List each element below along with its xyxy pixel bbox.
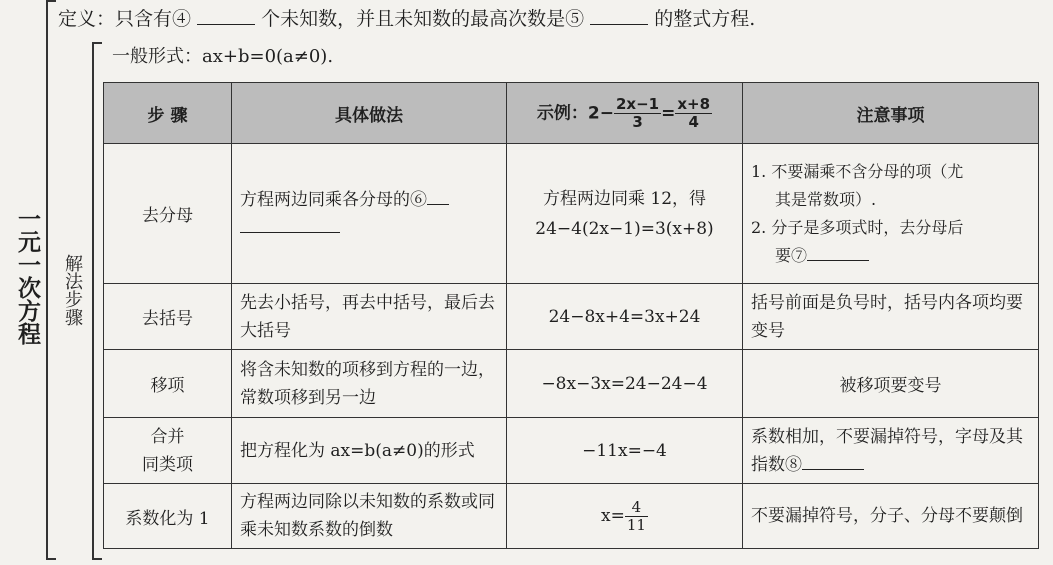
method-cell: 先去小括号，再去中括号，最后去大括号 — [232, 284, 507, 350]
steps-title — [58, 254, 86, 335]
note-text-with-blank — [751, 242, 1030, 270]
definition-prefix: 定义：只含有④ — [58, 8, 192, 30]
notes-cell — [743, 144, 1039, 284]
step-cell: 移项 — [104, 350, 232, 418]
numerator: 4 — [625, 499, 648, 517]
definition-suffix: 的整式方程. — [654, 8, 756, 30]
table-row — [104, 284, 1039, 350]
blank-4[interactable] — [197, 8, 255, 25]
note-text: 其是常数项）. — [775, 189, 877, 209]
example-cell — [507, 144, 743, 284]
step-text: 合并 — [150, 426, 185, 447]
table-header-row — [104, 83, 1039, 144]
denominator: 11 — [626, 515, 646, 534]
inner-bracket — [92, 42, 102, 560]
method-cell — [232, 144, 507, 284]
definition — [58, 4, 755, 31]
example-cell — [507, 484, 743, 549]
example-fraction — [625, 499, 648, 534]
note-text: 2. 分子是多项式时，去分母后 — [751, 217, 964, 237]
example-fraction-2 — [675, 96, 712, 131]
note-text: 系数相加，不要漏掉符号，字母及其指数⑧ — [751, 426, 1023, 475]
notes-cell: 被移项要变号 — [743, 350, 1039, 418]
frac1-numerator: 2x−1 — [616, 94, 660, 113]
example-cell: −11x=−4 — [507, 418, 743, 484]
example-cell: −8x−3x=24−24−4 — [507, 350, 743, 418]
note-text: 要⑦ — [775, 245, 808, 265]
table-row — [104, 484, 1039, 549]
header-method: 具体做法 — [232, 83, 507, 144]
blank-6b[interactable] — [240, 216, 340, 233]
blank-6a[interactable] — [427, 188, 449, 205]
notes-cell — [743, 418, 1039, 484]
steps-title-text: 解法步骤 — [62, 254, 83, 326]
general-form: 一般形式：ax+b=0(a≠0). — [112, 46, 334, 67]
method-text: 方程两边同乘各分母的⑥ — [240, 189, 427, 210]
frac1-denominator: 3 — [632, 112, 643, 131]
table-row — [104, 144, 1039, 284]
blank-7[interactable] — [807, 244, 869, 261]
example-line: 24−4(2x−1)=3(x+8) — [535, 218, 714, 239]
side-title-text: 一元一次方程 — [14, 207, 40, 345]
example-cell: 24−8x+4=3x+24 — [507, 284, 743, 350]
table-row — [104, 350, 1039, 418]
notes-cell: 不要漏掉符号，分子、分母不要颠倒 — [743, 484, 1039, 549]
example-equals: = — [661, 103, 676, 123]
frac2-numerator: x+8 — [677, 94, 711, 113]
blank-5[interactable] — [590, 8, 648, 25]
method-cell: 将含未知数的项移到方程的一边，常数项移到另一边 — [232, 350, 507, 418]
header-step: 步 骤 — [104, 83, 232, 144]
header-example — [507, 83, 743, 144]
side-title — [12, 207, 42, 352]
notes-cell: 括号前面是负号时，括号内各项均要变号 — [743, 284, 1039, 350]
blank-8[interactable] — [802, 453, 864, 470]
method-cell: 方程两边同除以未知数的系数或同乘未知数系数的倒数 — [232, 484, 507, 549]
step-cell: 去分母 — [104, 144, 232, 284]
example-prefix: 示例：2− — [536, 103, 614, 123]
step-cell: 系数化为 1 — [104, 484, 232, 549]
example-line: 方程两边同乘 12，得 — [542, 188, 707, 209]
frac2-denominator: 4 — [688, 112, 699, 131]
outer-bracket — [46, 0, 56, 560]
note-item — [751, 214, 1030, 270]
solution-steps-table — [103, 82, 1039, 549]
notes-list — [751, 158, 1030, 270]
note-item — [751, 158, 1030, 214]
table-row — [104, 418, 1039, 484]
step-text: 同类项 — [142, 454, 193, 475]
step-cell — [104, 418, 232, 484]
example-prefix: x= — [601, 505, 625, 526]
step-cell: 去括号 — [104, 284, 232, 350]
definition-middle: 个未知数，并且未知数的最高次数是⑤ — [261, 8, 585, 30]
method-cell: 把方程化为 ax=b(a≠0)的形式 — [232, 418, 507, 484]
example-fraction-1 — [614, 96, 661, 131]
header-notes: 注意事项 — [743, 83, 1039, 144]
note-text: 1. 不要漏乘不含分母的项（尤 — [751, 161, 964, 181]
